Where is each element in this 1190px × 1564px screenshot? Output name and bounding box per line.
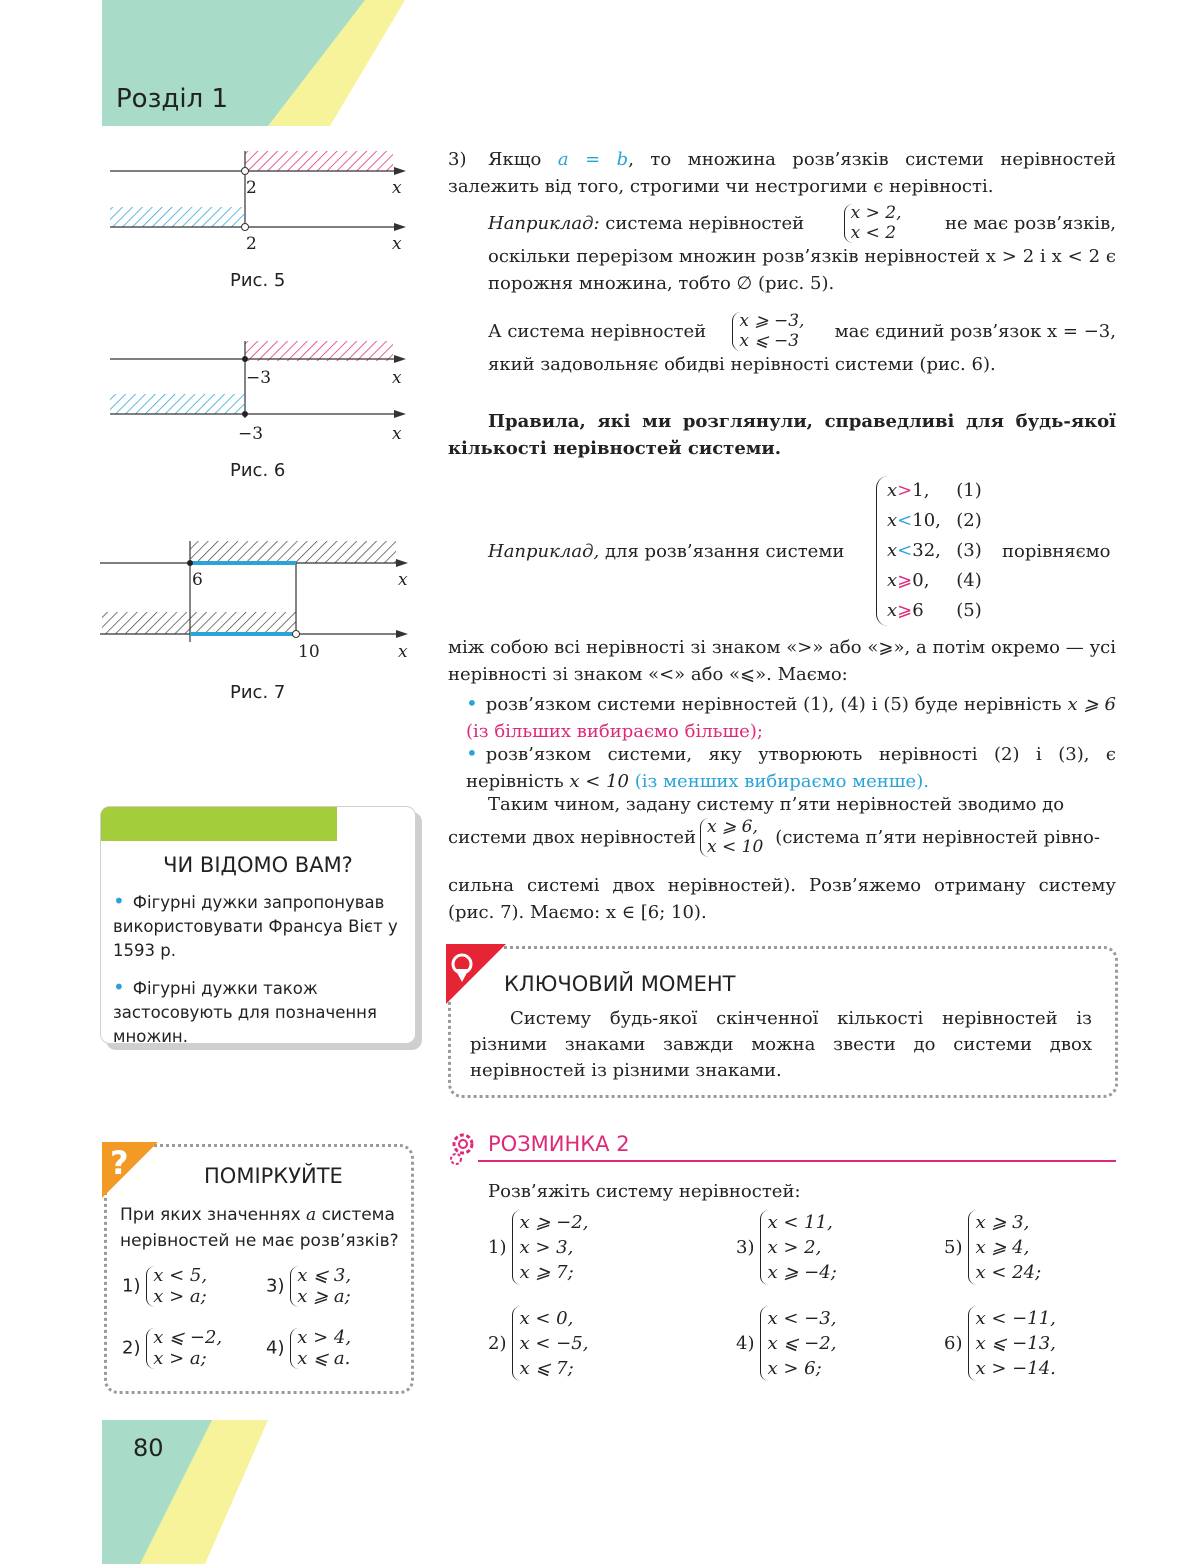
section-title: Розділ 1 bbox=[116, 84, 229, 114]
two-system-cont: сильна системі двох нерівностей). Розв’яжемо отриману систему (рис. 7). Маємо: x ∈ [6; 10). bbox=[448, 875, 1116, 923]
system-brace: x > 2, x < 2 bbox=[844, 204, 906, 243]
paragraph-3 bbox=[448, 146, 1116, 200]
text: має єдиний розв’язок x = −3, bbox=[834, 321, 1116, 343]
warmup-item-6 bbox=[944, 1306, 1060, 1381]
system-brace: x > 4, x ⩽ a. bbox=[290, 1328, 355, 1369]
gear-icon bbox=[446, 1128, 480, 1168]
system-brace: x < 11, x > 2, x ⩾ −4; bbox=[760, 1210, 840, 1285]
text: оскільки перерізом множин розв’язків нерівностей x > 2 і x < 2 є порожня множина, тобто ∅ (рис. 5). bbox=[488, 246, 1116, 295]
question-text-a: При яких значеннях bbox=[120, 1205, 301, 1225]
warmup-item-2 bbox=[488, 1306, 592, 1381]
think-item-3 bbox=[266, 1266, 355, 1307]
did-you-know-title: ЧИ ВІДОМО ВАМ? bbox=[163, 853, 353, 877]
example-label: Наприклад, bbox=[488, 541, 600, 562]
ineq-2: x<10, (2) bbox=[887, 510, 982, 531]
ineq-4: x⩾0, (4) bbox=[887, 570, 982, 591]
example-1 bbox=[488, 204, 1116, 297]
fig5-bottom-axis: x bbox=[392, 234, 402, 254]
figure-7 bbox=[100, 530, 420, 660]
think-title: ПОМІРКУЙТЕ bbox=[204, 1164, 343, 1188]
fig7-bottom-tick: 10 bbox=[298, 642, 320, 662]
text: не має розв’язків, bbox=[945, 213, 1116, 235]
fig7-bottom-axis: x bbox=[398, 642, 408, 662]
result: x < 10 bbox=[569, 771, 629, 792]
did-you-know-item bbox=[113, 975, 405, 1049]
item-number: 3) bbox=[266, 1275, 285, 1297]
did-you-know-box bbox=[100, 806, 416, 1044]
text: система нерівностей bbox=[605, 213, 805, 235]
fig6-bottom-tick: −3 bbox=[238, 424, 264, 444]
page-number: 80 bbox=[133, 1434, 164, 1462]
think-item-2 bbox=[122, 1328, 226, 1369]
system-brace: x < 0, x < −5, x ⩽ 7; bbox=[512, 1306, 592, 1381]
fig6-bottom-axis: x bbox=[392, 424, 402, 444]
fig6-top-axis: x bbox=[392, 368, 402, 388]
item-number: 2) bbox=[122, 1337, 141, 1359]
fig5-bottom-tick: 2 bbox=[246, 234, 257, 254]
text: (система п’яти нерівностей рівно- bbox=[775, 827, 1100, 849]
warmup-item-5 bbox=[944, 1210, 1045, 1285]
think-item-1 bbox=[122, 1266, 211, 1307]
system-brace: x < −3, x ⩽ −2, x > 6; bbox=[760, 1306, 840, 1381]
warmup-title: РОЗМИНКА 2 bbox=[488, 1132, 630, 1156]
text: розв’язком системи нерівностей (1), (4) і (5) буде нерівність bbox=[485, 694, 1062, 715]
bullet-2 bbox=[466, 740, 1116, 795]
hint: (із менших вибираємо менше). bbox=[634, 771, 929, 792]
system-brace: x ⩾ 6, x < 10 bbox=[700, 818, 767, 857]
five-system bbox=[876, 476, 982, 626]
warmup-item-4 bbox=[736, 1306, 840, 1381]
system-brace: x ⩽ 3, x ⩾ a; bbox=[290, 1266, 355, 1307]
text: системи двох нерівностей bbox=[448, 827, 697, 849]
ineq-3: x<32, (3) bbox=[887, 540, 982, 561]
compare-word: порівняємо bbox=[1002, 541, 1111, 562]
result: x ⩾ 6 bbox=[1067, 694, 1116, 715]
two-system-line bbox=[448, 818, 1116, 857]
text: для розв’язання системи bbox=[604, 541, 845, 562]
bullet-icon: • bbox=[466, 691, 478, 715]
warmup-item-1 bbox=[488, 1210, 592, 1285]
fig6-top-tick: −3 bbox=[246, 368, 272, 388]
svg-text:?: ? bbox=[110, 1144, 129, 1182]
fig5-caption: Рис. 5 bbox=[230, 270, 286, 291]
condition: a = b bbox=[557, 149, 629, 170]
think-question bbox=[120, 1202, 404, 1254]
fig6-caption: Рис. 6 bbox=[230, 460, 286, 481]
think-item-4 bbox=[266, 1328, 355, 1369]
text: розв’язком системи, яку утворюють нерівності (2) і (3), є нерівність bbox=[466, 744, 1116, 792]
bullet-1 bbox=[466, 690, 1116, 745]
item-number: 4) bbox=[736, 1333, 755, 1354]
question-text-b: система нерівностей не має розв’язків? bbox=[120, 1205, 399, 1251]
text: А система нерівностей bbox=[488, 321, 707, 343]
text: Якщо bbox=[488, 149, 542, 170]
key-moment-title: КЛЮЧОВИЙ МОМЕНТ bbox=[504, 972, 736, 996]
bullet-icon: • bbox=[466, 741, 478, 765]
item-number: 2) bbox=[488, 1333, 507, 1354]
system-brace: x < −11, x ⩽ −13, x > −14. bbox=[968, 1306, 1059, 1381]
fig7-caption: Рис. 7 bbox=[230, 682, 286, 703]
compare-text: між собою всі нерівності зі знаком «>» або «⩾», а потім окремо — усі нерівності зі знаком «<» або «⩽». Маємо: bbox=[448, 637, 1116, 685]
hint: (із більших вибираємо більше); bbox=[466, 721, 763, 742]
warmup-item-3 bbox=[736, 1210, 841, 1285]
question-var: a bbox=[306, 1205, 317, 1225]
fig5-top-axis: x bbox=[392, 178, 402, 198]
system-brace: x ⩾ −2, x > 3, x ⩾ 7; bbox=[512, 1210, 592, 1285]
ineq-5: x⩾6 (5) bbox=[887, 600, 982, 621]
fig5-top-tick: 2 bbox=[246, 178, 257, 198]
warmup-task: Розв’яжіть систему нерівностей: bbox=[488, 1181, 801, 1202]
bullet-icon: • bbox=[113, 975, 125, 999]
bullet-icon: • bbox=[113, 889, 125, 913]
example-3-text bbox=[488, 538, 844, 565]
fig7-top-axis: x bbox=[398, 570, 408, 590]
ineq-1: x>1, (1) bbox=[887, 480, 982, 501]
fig7-top-tick: 6 bbox=[192, 570, 203, 590]
rule-text: Правила, які ми розглянули, справедливі для будь-якої кількості нерівностей системи. bbox=[448, 411, 1116, 459]
did-you-know-tab bbox=[101, 807, 337, 841]
text: , то множина розв’язків системи нерівностей залежить від того, строгими чи нестрогими є нерівності. bbox=[448, 149, 1116, 197]
fact-1: Фігурні дужки запропонував використовувати Франсуа Вієт у 1593 р. bbox=[113, 893, 398, 960]
map-pin-icon bbox=[446, 944, 508, 1006]
key-moment-text: Систему будь-якої скінченної кількості нерівностей із різними знаками завжди можна звести до системи двох нерівностей із різними знаками. bbox=[470, 1008, 1092, 1081]
item-number: 1) bbox=[488, 1237, 507, 1258]
figure-5 bbox=[100, 140, 420, 260]
did-you-know-item bbox=[113, 889, 405, 963]
question-icon bbox=[102, 1142, 160, 1200]
item-number: 6) bbox=[944, 1333, 963, 1354]
item-number: 3) bbox=[448, 149, 467, 170]
warmup-underline bbox=[478, 1160, 1116, 1162]
text: який задовольняє обидві нерівності системи (рис. 6). bbox=[488, 354, 996, 376]
thus-text: Таким чином, задану систему п’яти нерівностей зводимо до bbox=[488, 794, 1065, 815]
fact-2: Фігурні дужки також застосовують для позначення множин. bbox=[113, 979, 377, 1046]
system-brace: x < 5, x > a; bbox=[146, 1266, 211, 1307]
system-brace: x ⩾ 3, x ⩾ 4, x < 24; bbox=[968, 1210, 1045, 1285]
example-label: Наприклад: bbox=[488, 213, 600, 235]
system-brace: x ⩾ −3, x ⩽ −3 bbox=[732, 312, 808, 351]
item-number: 3) bbox=[736, 1237, 755, 1258]
example-2 bbox=[488, 312, 1116, 378]
item-number: 4) bbox=[266, 1337, 285, 1359]
item-number: 5) bbox=[944, 1237, 963, 1258]
system-brace: x ⩽ −2, x > a; bbox=[146, 1328, 226, 1369]
item-number: 1) bbox=[122, 1275, 141, 1297]
